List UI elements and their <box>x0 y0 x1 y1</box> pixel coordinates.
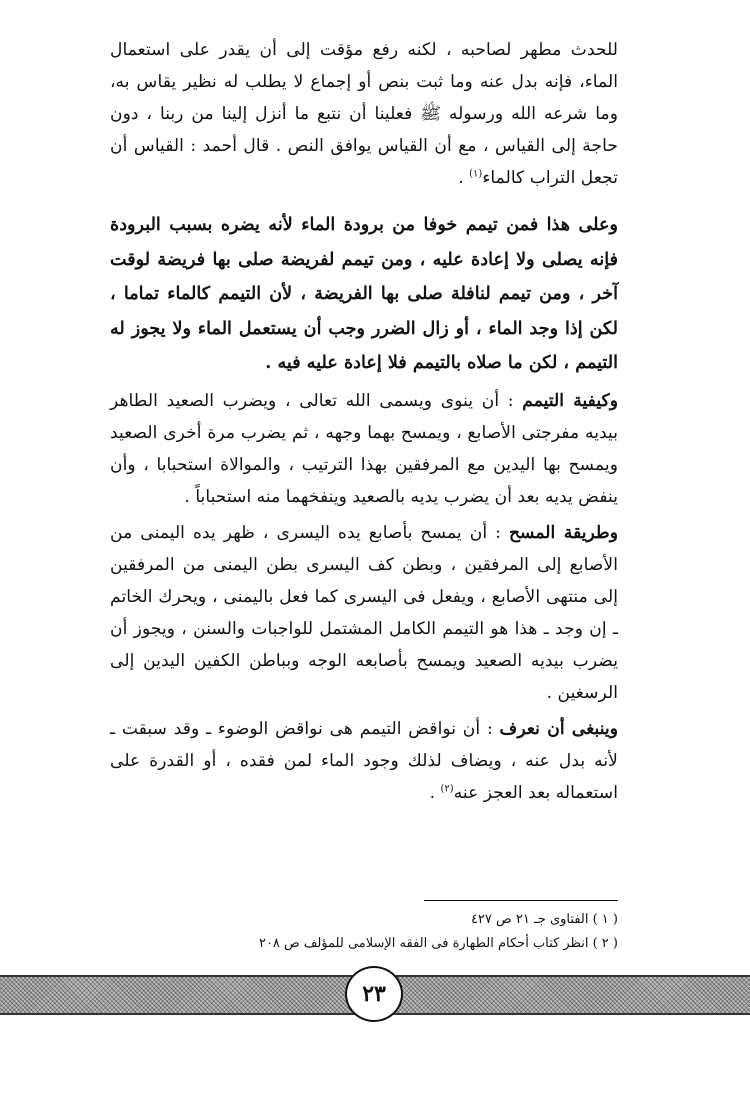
paragraph-5-lead: وينبغى أن نعرف <box>499 718 618 739</box>
paragraph-3-lead: وكيفية التيمم <box>522 390 618 411</box>
paragraph-3-text: : أن ينوى ويسمى الله تعالى ، ويضرب الصعيد الطاهر بيديه مفرجتى الأصابع ، ويمسح بهما وجهه ، ثم يضرب مرة أخرى الصعيد ويمسح بها اليدين مع المرفقين بهذا الترتيب ، والموالاة استحبابا ، وأن ينفض يديه بعد أن يضرب يديه بالصعيد وينفخهما منه استحباباً . <box>110 390 618 507</box>
page-body <box>110 34 618 809</box>
paragraph-4 <box>110 517 618 709</box>
footnotes <box>120 908 618 956</box>
paragraph-3 <box>110 385 618 513</box>
paragraph-1-end: . <box>458 168 470 188</box>
paragraph-5-text: : أن نواقض التيمم هى نواقض الوضوء ـ وقد سبقت ـ لأنه بدل عنه ، ويضاف لذلك وجود الماء لمن فقده ، أو القدرة على استعماله بعد العجز عنه <box>110 718 618 803</box>
paragraph-4-text: : أن يمسح بأصابع يده اليسرى ، ظهر يده اليمنى من الأصابع إلى المرفقين ، وبطن كف اليسرى بطن اليمنى من المرفقين إلى منتهى الأصابع ، ويفعل فى اليسرى كما فعل باليمنى ، ويحرك الخاتم ـ إن وجد ـ هذا هو التيمم الكامل المشتمل للواجبات والسنن ، ويجوز أن يضرب بيديه الصعيد ويمسح بأصابعه الوجه وبباطن الكفين اليدين إلى الرسغين . <box>110 522 618 703</box>
paragraph-2: وعلى هذا فمن تيمم خوفا من برودة الماء لأنه يضره بسبب البرودة فإنه يصلى ولا إعادة عليه ، ومن تيمم لفريضة صلى بها فريضة لوقت آخر ، ومن تيمم لنافلة صلى بها الفريضة ، لأن التيمم كالماء تماما ، لكن إذا وجد الماء ، أو زال الضرر وجب أن يستعمل الماء ولا يجوز له التيمم ، لكن ما صلاه بالتيمم فلا إعادة عليه فيه . <box>110 214 618 373</box>
footnote-1: ( ١ ) الفتاوى جـ ٢١ ص ٤٢٧ <box>470 912 618 927</box>
paragraph-5-end: . <box>429 782 441 803</box>
footnote-ref-1: (١) <box>469 168 483 180</box>
paragraph-1-text: للحدث مطهر لصاحبه ، لكنه رفع مؤقت إلى أن يقدر على استعمال الماء، فإنه بدل عنه وما ثبت بنص أو إجماع لا يطلب له نظير يقاس به، وما شرعه الله ورسوله ﷺ فعلينا أن نتبع ما أنزل إلينا من ربنا ، دون حاجة إلى القياس ، مع أن القياس يوافق النص . قال أحمد : القياس أن تجعل التراب كالماء <box>110 40 618 188</box>
paragraph-5 <box>110 713 618 809</box>
paragraph-1 <box>110 34 618 194</box>
footnote-2: ( ٢ ) انظر كتاب أحكام الطهارة فى الفقه الإسلامى للمؤلف ص ٢٠٨ <box>258 936 618 951</box>
footnote-divider <box>424 900 618 901</box>
page-number: ٢٣ <box>345 966 403 1022</box>
footnote-ref-2: (٢) <box>440 782 454 794</box>
paragraph-4-lead: وطريقة المسح <box>508 522 619 543</box>
